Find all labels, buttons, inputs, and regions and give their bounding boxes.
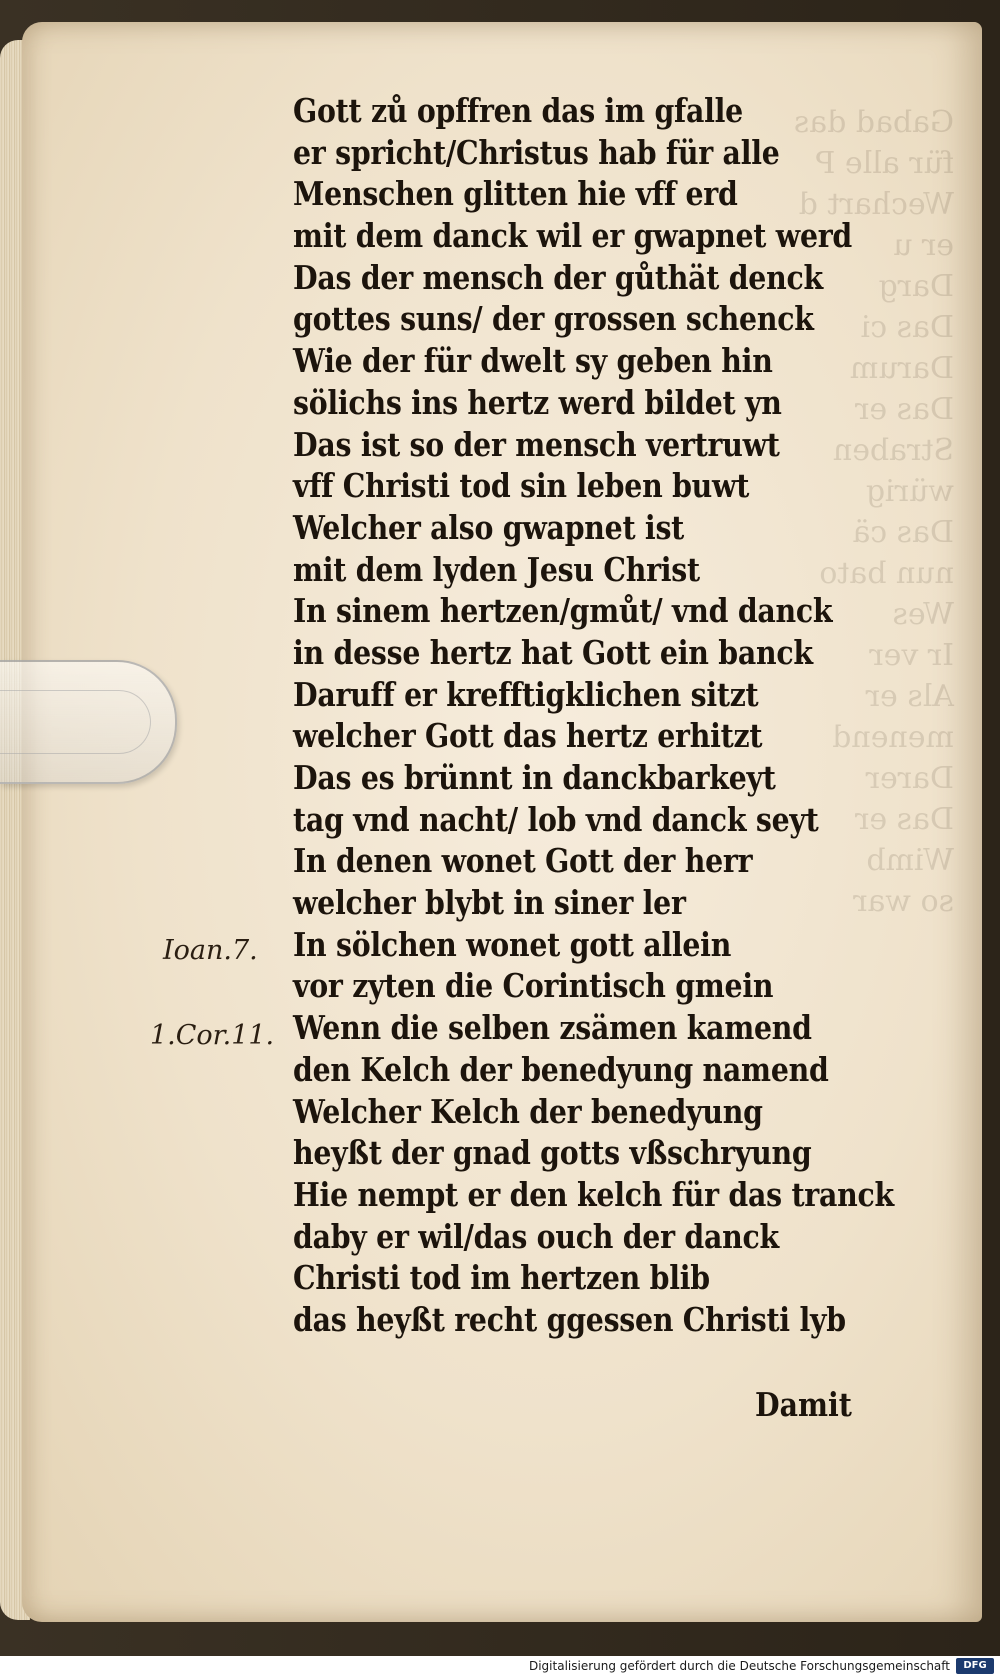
verse-line: mit dem danck wil er gwapnet werd bbox=[293, 216, 853, 256]
verse-line: Gott zů opffren das im gfalle bbox=[293, 91, 743, 130]
funding-credit: Digitalisierung gefördert durch die Deutsche Forschungsgemeinschaft bbox=[528, 1659, 950, 1673]
dfg-logo: DFG bbox=[956, 1658, 994, 1674]
verse-line: In sölchen wonet gott allein bbox=[293, 924, 732, 964]
verse-line: In sinem hertzen/gmůt/ vnd danck bbox=[293, 591, 833, 631]
verse-line: gottes suns/ der grossen schenck bbox=[293, 299, 814, 339]
verse-line: Menschen glitten hie vff erd bbox=[293, 174, 738, 214]
verse-line: Das der mensch der gůthät denck bbox=[293, 257, 823, 297]
verse-line: in desse hertz hat Gott ein banck bbox=[293, 632, 813, 672]
verse-line: Wenn die selben zsämen kamend bbox=[293, 1008, 812, 1048]
verse-line: heyßt der gnad gotts vßschryung bbox=[293, 1133, 812, 1173]
verse-line: tag vnd nacht/ lob vnd danck seyt bbox=[293, 799, 819, 839]
footer-bar bbox=[0, 1656, 1000, 1678]
verse-line: Daruff er krefftigklichen sitzt bbox=[293, 674, 759, 714]
verse-line: welcher blybt in siner ler bbox=[293, 883, 686, 923]
verse-line: welcher Gott das hertz erhitzt bbox=[293, 716, 763, 756]
verse-line: Wie der für dwelt sy geben hin bbox=[293, 341, 773, 381]
show-through-text: Gabad das für alle P Wechart d er u Darg Das ci Darum Das er Straben würig Das cä nun bato Wes Ir ver Als er menend Darer Das er Wimb so war bbox=[793, 105, 954, 919]
marginal-note-ioan: Ioan.7. bbox=[163, 935, 258, 966]
page-clip-inner bbox=[0, 690, 151, 754]
verse-text bbox=[293, 90, 933, 1341]
catchword: Damit bbox=[755, 1385, 852, 1424]
verse-line: sölichs ins hertz werd bildet yn bbox=[293, 382, 782, 422]
verse-line: mit dem lyden Jesu Christ bbox=[293, 549, 700, 589]
verse-line: daby er wil/das ouch der danck bbox=[293, 1216, 779, 1256]
verse-line: Christi tod im hertzen blib bbox=[293, 1258, 710, 1298]
verse-line: Welcher Kelch der benedyung bbox=[293, 1091, 763, 1131]
verse-line: den Kelch der benedyung namend bbox=[293, 1049, 829, 1089]
verse-line: Das ist so der mensch vertruwt bbox=[293, 424, 780, 464]
verse-line: Das es brünnt in danckbarkeyt bbox=[293, 758, 776, 797]
verse-line: In denen wonet Gott der herr bbox=[293, 841, 753, 881]
marginal-note-cor: 1.Cor.11. bbox=[150, 1020, 275, 1051]
verse-line: das heyßt recht ggessen Christi lyb bbox=[293, 1299, 846, 1339]
verse-line: Hie nempt er den kelch für das tranck bbox=[293, 1174, 894, 1214]
verse-line: er spricht/Christus hab für alle bbox=[293, 132, 780, 172]
verse-line: vor zyten die Corintisch gmein bbox=[293, 966, 774, 1006]
verse-line: Welcher also gwapnet ist bbox=[293, 507, 685, 547]
verse-line: vff Christi tod sin leben buwt bbox=[293, 466, 750, 506]
